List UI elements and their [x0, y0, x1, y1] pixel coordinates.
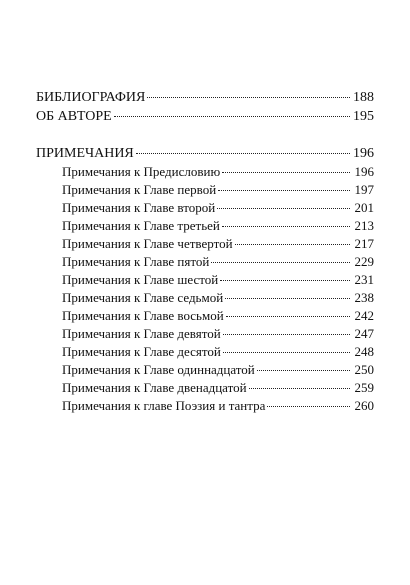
toc-subentry[interactable] [36, 307, 374, 325]
dot-leader [222, 172, 350, 173]
toc-subentry[interactable] [36, 181, 374, 199]
toc-subentry-label: Примечания к Главе десятой [62, 344, 221, 359]
toc-page-number: 259 [354, 380, 374, 395]
toc-subentry[interactable] [36, 199, 374, 217]
toc-page-number: 217 [354, 236, 374, 251]
dot-leader [114, 116, 350, 117]
dot-leader [225, 298, 350, 299]
toc-page-number: 231 [354, 272, 374, 287]
toc-page-number: 196 [354, 164, 374, 179]
toc-subentry-label: Примечания к Главе восьмой [62, 308, 224, 323]
toc-subentry-label: Примечания к главе Поэзия и тантра [62, 398, 266, 413]
toc-subentry-label: Примечания к Главе девятой [62, 326, 221, 341]
toc-page-number: 247 [354, 326, 374, 341]
dot-leader [136, 153, 350, 154]
toc-page-number: 197 [354, 182, 374, 197]
toc-subentry-label: Примечания к Предисловию [62, 164, 221, 179]
toc-subentry[interactable] [36, 343, 374, 361]
toc-entry-notes[interactable] [36, 144, 374, 163]
toc-entry-bibliography[interactable] [36, 88, 374, 107]
toc-subentry[interactable] [36, 163, 374, 181]
dot-leader [223, 334, 350, 335]
toc-entry-label: БИБЛИОГРАФИЯ [36, 90, 146, 105]
dot-leader [220, 280, 350, 281]
toc-subentry-label: Примечания к Главе третьей [62, 218, 220, 233]
toc-subentry[interactable] [36, 217, 374, 235]
toc-page-number: 248 [354, 344, 374, 359]
toc-subentry-label: Примечания к Главе шестой [62, 272, 219, 287]
toc-page-number: 196 [353, 146, 374, 161]
toc-subentry-label: Примечания к Главе одиннадцатой [62, 362, 255, 377]
toc-page-number: 229 [354, 254, 374, 269]
toc-page-number: 201 [354, 200, 374, 215]
toc-subentry-label: Примечания к Главе первой [62, 182, 217, 197]
table-of-contents [36, 88, 374, 415]
dot-leader [222, 226, 350, 227]
toc-subentry[interactable] [36, 379, 374, 397]
toc-entry-about-author[interactable] [36, 107, 374, 126]
dot-leader [218, 190, 350, 191]
dot-leader [211, 262, 350, 263]
toc-subentry-label: Примечания к Главе двенадцатой [62, 380, 247, 395]
dot-leader [147, 97, 350, 98]
toc-subentry[interactable] [36, 361, 374, 379]
dot-leader [223, 352, 350, 353]
toc-subentry[interactable] [36, 325, 374, 343]
dot-leader [235, 244, 350, 245]
toc-page-number: 242 [354, 308, 374, 323]
section-gap [36, 126, 374, 144]
toc-subentry-label: Примечания к Главе седьмой [62, 290, 224, 305]
toc-subentry-label: Примечания к Главе пятой [62, 254, 210, 269]
toc-subentry[interactable] [36, 253, 374, 271]
dot-leader [217, 208, 350, 209]
dot-leader [257, 370, 350, 371]
toc-page-number: 250 [354, 362, 374, 377]
dot-leader [249, 388, 350, 389]
toc-subentry-label: Примечания к Главе второй [62, 200, 216, 215]
toc-page-number: 238 [354, 290, 374, 305]
dot-leader [267, 406, 350, 407]
dot-leader [226, 316, 350, 317]
toc-subentry[interactable] [36, 271, 374, 289]
toc-page-number: 195 [353, 109, 374, 124]
toc-page-number: 260 [354, 398, 374, 413]
toc-page-number: 188 [353, 90, 374, 105]
toc-page-number: 213 [354, 218, 374, 233]
toc-subentry-label: Примечания к Главе четвертой [62, 236, 233, 251]
toc-entry-label: ПРИМЕЧАНИЯ [36, 146, 134, 161]
toc-subentry[interactable] [36, 397, 374, 415]
toc-entry-label: ОБ АВТОРЕ [36, 109, 112, 124]
toc-subentry[interactable] [36, 289, 374, 307]
toc-subentry[interactable] [36, 235, 374, 253]
